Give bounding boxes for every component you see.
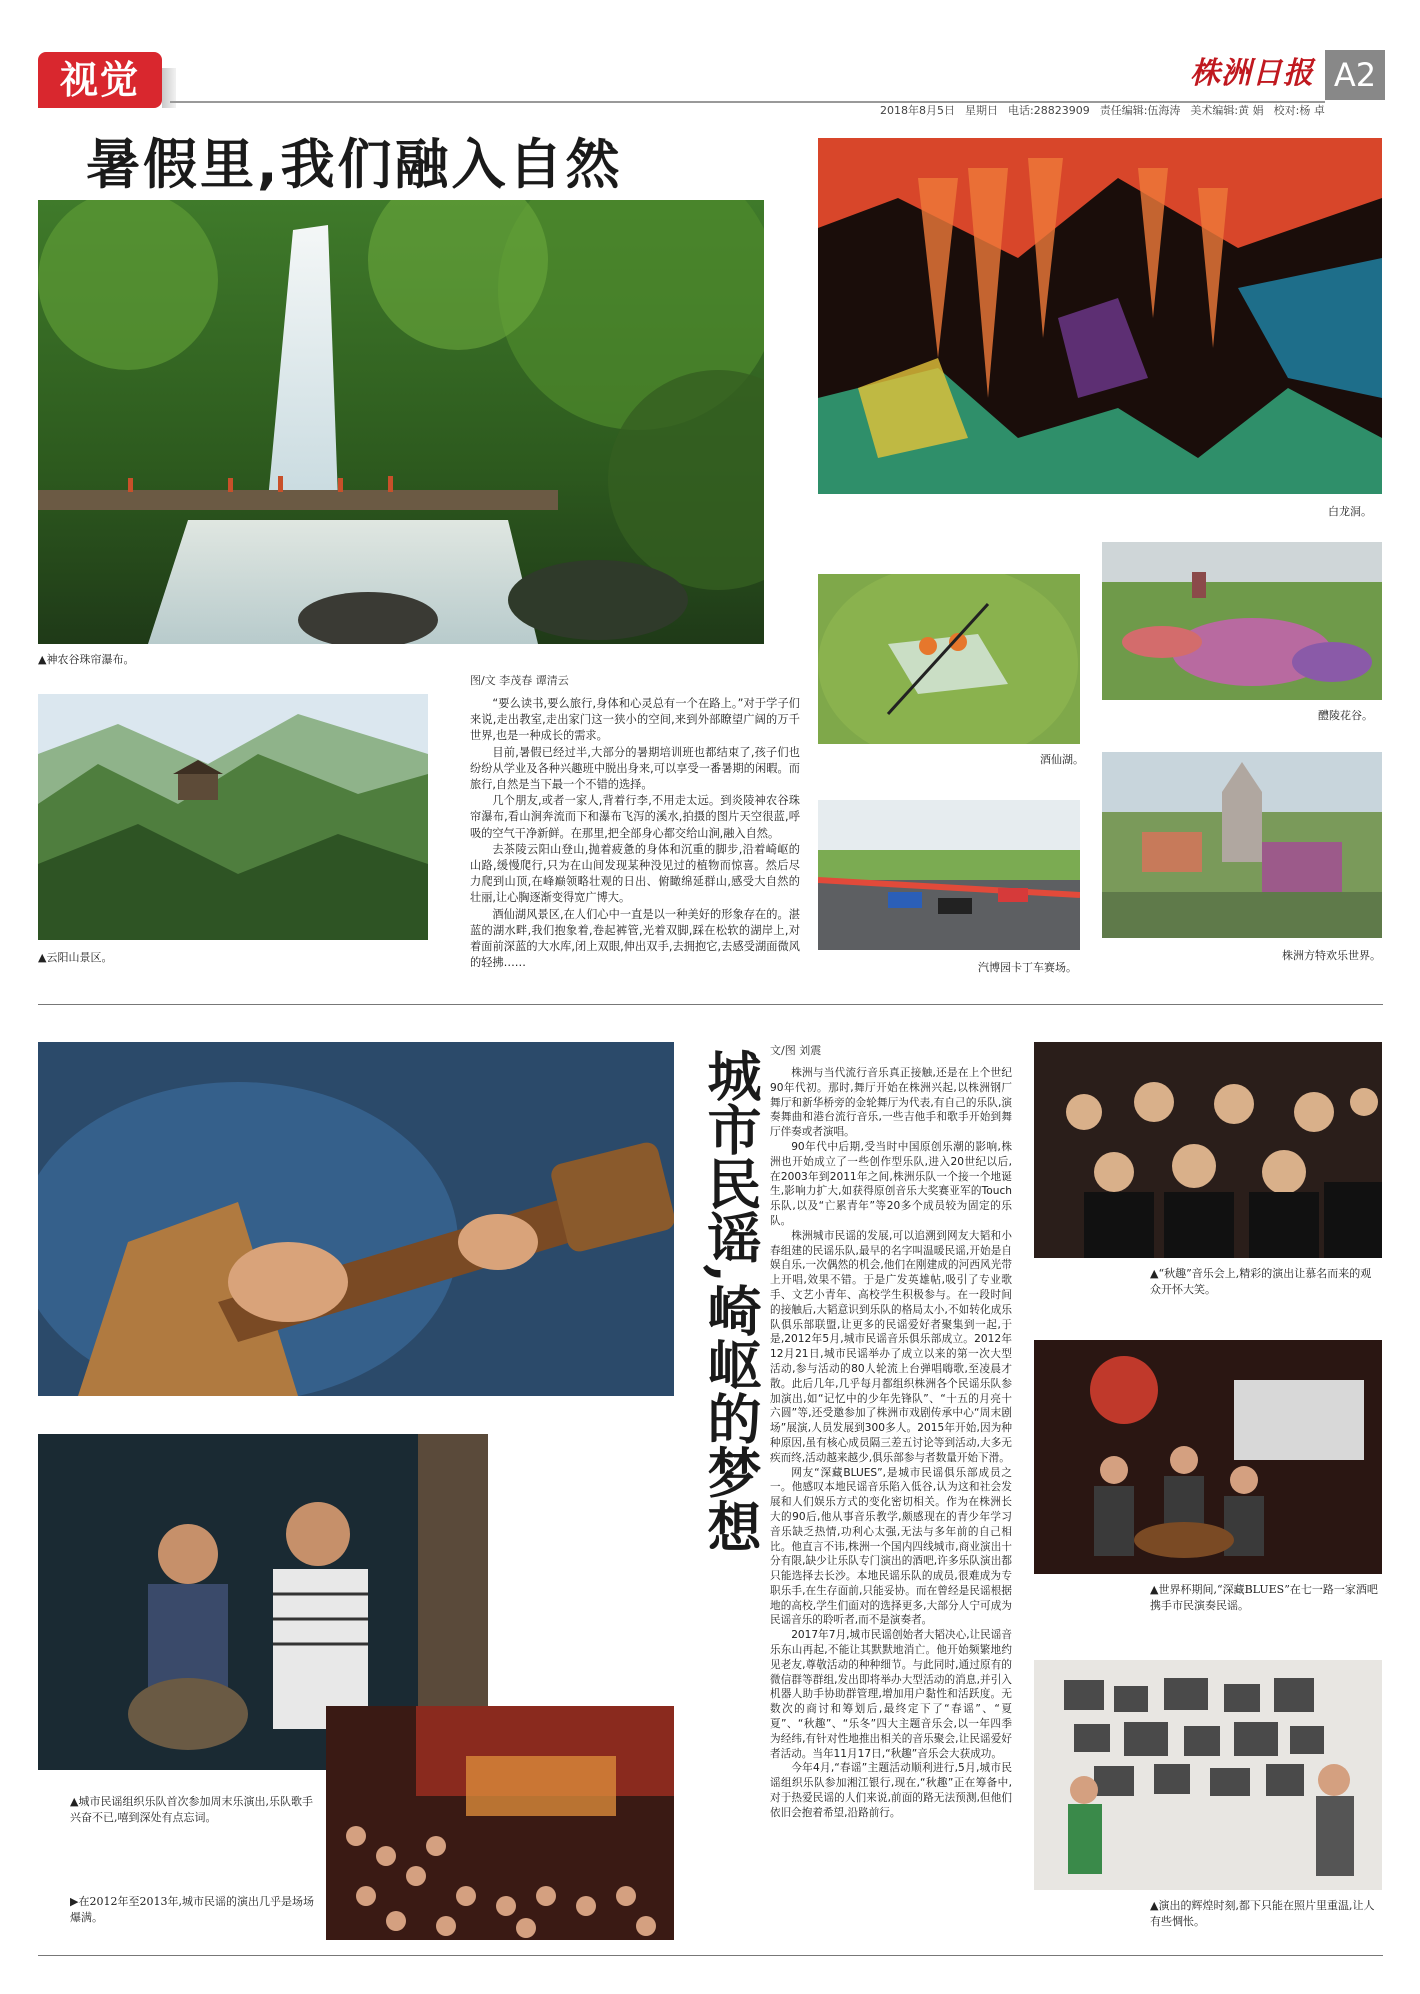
bar-photo: [1034, 1340, 1382, 1574]
section-divider: [38, 1004, 1383, 1005]
story1-paragraph: 去茶陵云阳山登山,抛着疲惫的身体和沉重的脚步,沿着崎岖的山路,缓慢爬行,只为在山间发现某种没见过的植物而惊喜。然后尽力爬到山顶,在峰巅领略壮观的日出、俯瞰绵延群山,感受大自然的壮丽,让心胸逐渐变得宽广博大。: [470, 842, 800, 905]
masthead-logo: 株洲日报: [1190, 56, 1314, 91]
story2-credit: 文/图 刘震: [770, 1044, 822, 1057]
story1-paragraph: “要么读书,要么旅行,身体和心灵总有一个在路上。”对于学子们来说,走出教室,走出家门这一狭小的空间,来到外部瞭望广阔的万千世界,也是一种成长的需求。: [470, 697, 800, 743]
story2-body: [770, 1066, 1012, 1821]
concert-photo: [1034, 1042, 1382, 1258]
caption-duo: ▲城市民谣组织乐队首次参加周末乐演出,乐队歌手兴奋不已,嘻到深处有点忘词。: [70, 1795, 313, 1824]
story2-paragraph: 今年4月,“春谣”主题活动顺利进行,5月,城市民谣组织乐队参加湘江银行,现在,“秋趣”正在筹备中,对于热爱民谣的人们来说,前面的路无法预测,但他们依旧会抱着希望,沿路前行。: [770, 1762, 1012, 1819]
story1-paragraph: 酒仙湖风景区,在人们心中一直是以一种美好的形象存在的。湛蓝的湖水畔,我们抱象着,卷起裤管,光着双脚,踩在松软的湖岸上,对着面前深蓝的大水库,闭上双眼,伸出双手,去拥抱它,去感受湖面微风的轻拂……: [470, 907, 800, 970]
caption-cave: 白龙洞。: [1328, 505, 1372, 518]
park-photo: [1102, 752, 1382, 938]
story1-headline: 暑假里,我们融入自然: [86, 133, 623, 196]
caption-gallery: ▲演出的辉煌时刻,都下只能在照片里重温,让人有些惆怅。: [1150, 1899, 1375, 1928]
story2-paragraph: 网友“深藏BLUES”,是城市民谣俱乐部成员之一。他感叹本地民谣音乐陷入低谷,认为这和社会发展和人们娱乐方式的变化密切相关。作为在株洲长大的90后,他从事音乐教学,颇感现在的青少年学习音乐缺乏热情,功利心太强,无法与多年前的自己相比。他直言不讳,株洲一个国内四线城市,商业演出十分有限,缺少让乐队专门演出的酒吧,许多乐队演出都只能选择去长沙。本地民谣乐队的成员,很难成为专职乐手,在生存面前,只能妥协。而在曾经是民谣根据地的高校,学生们面对的选择更多,大部分人宁可成为民谣音乐的聆听者,而不是演奏者。: [770, 1466, 1012, 1627]
mountain-photo: [38, 694, 428, 940]
lake-photo: [818, 574, 1080, 744]
waterfall-photo: [38, 200, 764, 644]
page-bottom-rule: [38, 1955, 1383, 1956]
issue-weekday: 星期日: [965, 104, 998, 117]
issue-editor: 责任编辑:伍海涛: [1099, 104, 1181, 117]
caption-park: 株洲方特欢乐世界。: [1282, 949, 1381, 962]
story1-credit: 图/文 李茂春 谭清云: [470, 674, 569, 687]
caption-concert: ▲“秋趣”音乐会上,精彩的演出让慕名而来的观众开怀大笑。: [1150, 1267, 1372, 1296]
issue-art-editor: 美术编辑:黄 娟: [1190, 104, 1264, 117]
issue-proof: 校对:杨 卓: [1273, 104, 1325, 117]
story1-paragraph: 几个朋友,或者一家人,背着行李,不用走太远。到炎陵神农谷珠帘瀑布,看山涧奔流而下和瀑布飞泻的溪水,拍摄的图片天空很蓝,呼吸的空气干净新鲜。在那里,把全部身心都交给山涧,融入自然。: [470, 794, 800, 840]
crowd-photo: [326, 1706, 674, 1940]
caption-bar: ▲世界杯期间,“深藏BLUES”在七一路一家酒吧携手市民演奏民谣。: [1150, 1583, 1378, 1612]
valley-photo: [1102, 542, 1382, 700]
cave-photo: [818, 138, 1382, 494]
caption-mountain: ▲云阳山景区。: [38, 951, 113, 964]
caption-lake: 酒仙湖。: [1040, 753, 1084, 766]
caption-kart: 汽博园卡丁车赛场。: [978, 961, 1077, 974]
gallery-photo: [1034, 1660, 1382, 1890]
kart-photo: [818, 800, 1080, 950]
issue-date: 2018年8月5日: [880, 104, 955, 117]
caption-crowd: ▶在2012年至2013年,城市民谣的演出几乎是场场爆满。: [70, 1895, 314, 1924]
caption-waterfall: ▲神农谷珠帘瀑布。: [38, 653, 135, 666]
story2-paragraph: 2017年7月,城市民谣创始者大韬决心,让民谣音乐东山再起,不能让其默默地消亡。他开始频繁地约见老友,尊敬活动的种种细节。与此同时,通过原有的微信群等群组,发出即将举办大型活动的消息,并引入机器人助手协助群管理,增加用户黏性和活跃度。无数次的商讨和筹划后,最终定下了“春谣”、“夏夏”、“秋趣”、“乐冬”四大主题音乐会,以一年四季为经纬,有针对性地推出相关的音乐聚会,让民谣爱好者活动。当年11月17日,“秋趣”音乐会大获成功。: [770, 1629, 1012, 1760]
story2-paragraph: 株洲与当代流行音乐真正接触,还是在上个世纪90年代初。那时,舞厅开始在株洲兴起,以株洲钢厂舞厅和新华桥旁的金轮舞厅为代表,有自己的乐队,演奏舞曲和港台流行音乐,一些吉他手和歌手开始到舞厅伴奏或者演唱。: [770, 1067, 1012, 1139]
story1-paragraph: 目前,暑假已经过半,大部分的暑期培训班也都结束了,孩子们也纷纷从学业及各种兴趣班中脱出身来,可以享受一番暑期的闲暇。而旅行,自然是当下最一个不错的选择。: [470, 745, 800, 792]
story1-body: [470, 696, 800, 971]
page-number: A2: [1325, 50, 1385, 100]
issue-meta: [880, 102, 1360, 118]
caption-valley: 醴陵花谷。: [1318, 709, 1373, 722]
section-tab: 视觉: [38, 52, 162, 108]
guitar-photo: [38, 1042, 674, 1396]
story2-paragraph: 株洲城市民谣的发展,可以追溯到网友大韬和小春组建的民谣乐队,最早的名字叫温暖民谣,开始是自娱自乐,一次偶然的机会,他们在刚建成的河西风光带上开唱,效果不错。于是广发英雄帖,吸引了专业歌手、文艺小青年、高校学生积极参与。在一段时间的接触后,大韬意识到乐队的格局太小,不如转化成乐队俱乐部联盟,让更多的民谣爱好者聚集到一起,于是,2012年5月,城市民谣音乐俱乐部成立。2012年12月21日,城市民谣举办了成立以来的第一次大型活动,参与活动的80人轮流上台弹唱嗨歌,至凌晨才散。此后几年,几乎每月都组织株洲各个民谣乐队参加演出,如“记忆中的少年先锋队”、“十五的月亮十六圆”等,还受邀参加了株洲市戏剧传承中心“周末剧场”展演,人员发展到300多人。2015年开始,因为种种原因,虽有核心成员隔三差五讨论等到活动,大多无疾而终,活动越来越少,俱乐部参与者数量开始下滑。: [770, 1229, 1012, 1464]
issue-phone: 电话:28823909: [1008, 104, 1090, 117]
story2-headline: 城市民谣,崎岖的梦想: [699, 1048, 763, 1553]
story2-paragraph: 90年代中后期,受当时中国原创乐潮的影响,株洲也开始成立了一些创作型乐队,进入20世纪以后,在2003年到2011年之间,株洲乐队一个接一个地诞生,影响力扩大,如获得原创音乐大奖赛亚军的Touch乐队,以及“亡累青年”等20多个成员较为固定的乐队。: [770, 1140, 1012, 1227]
